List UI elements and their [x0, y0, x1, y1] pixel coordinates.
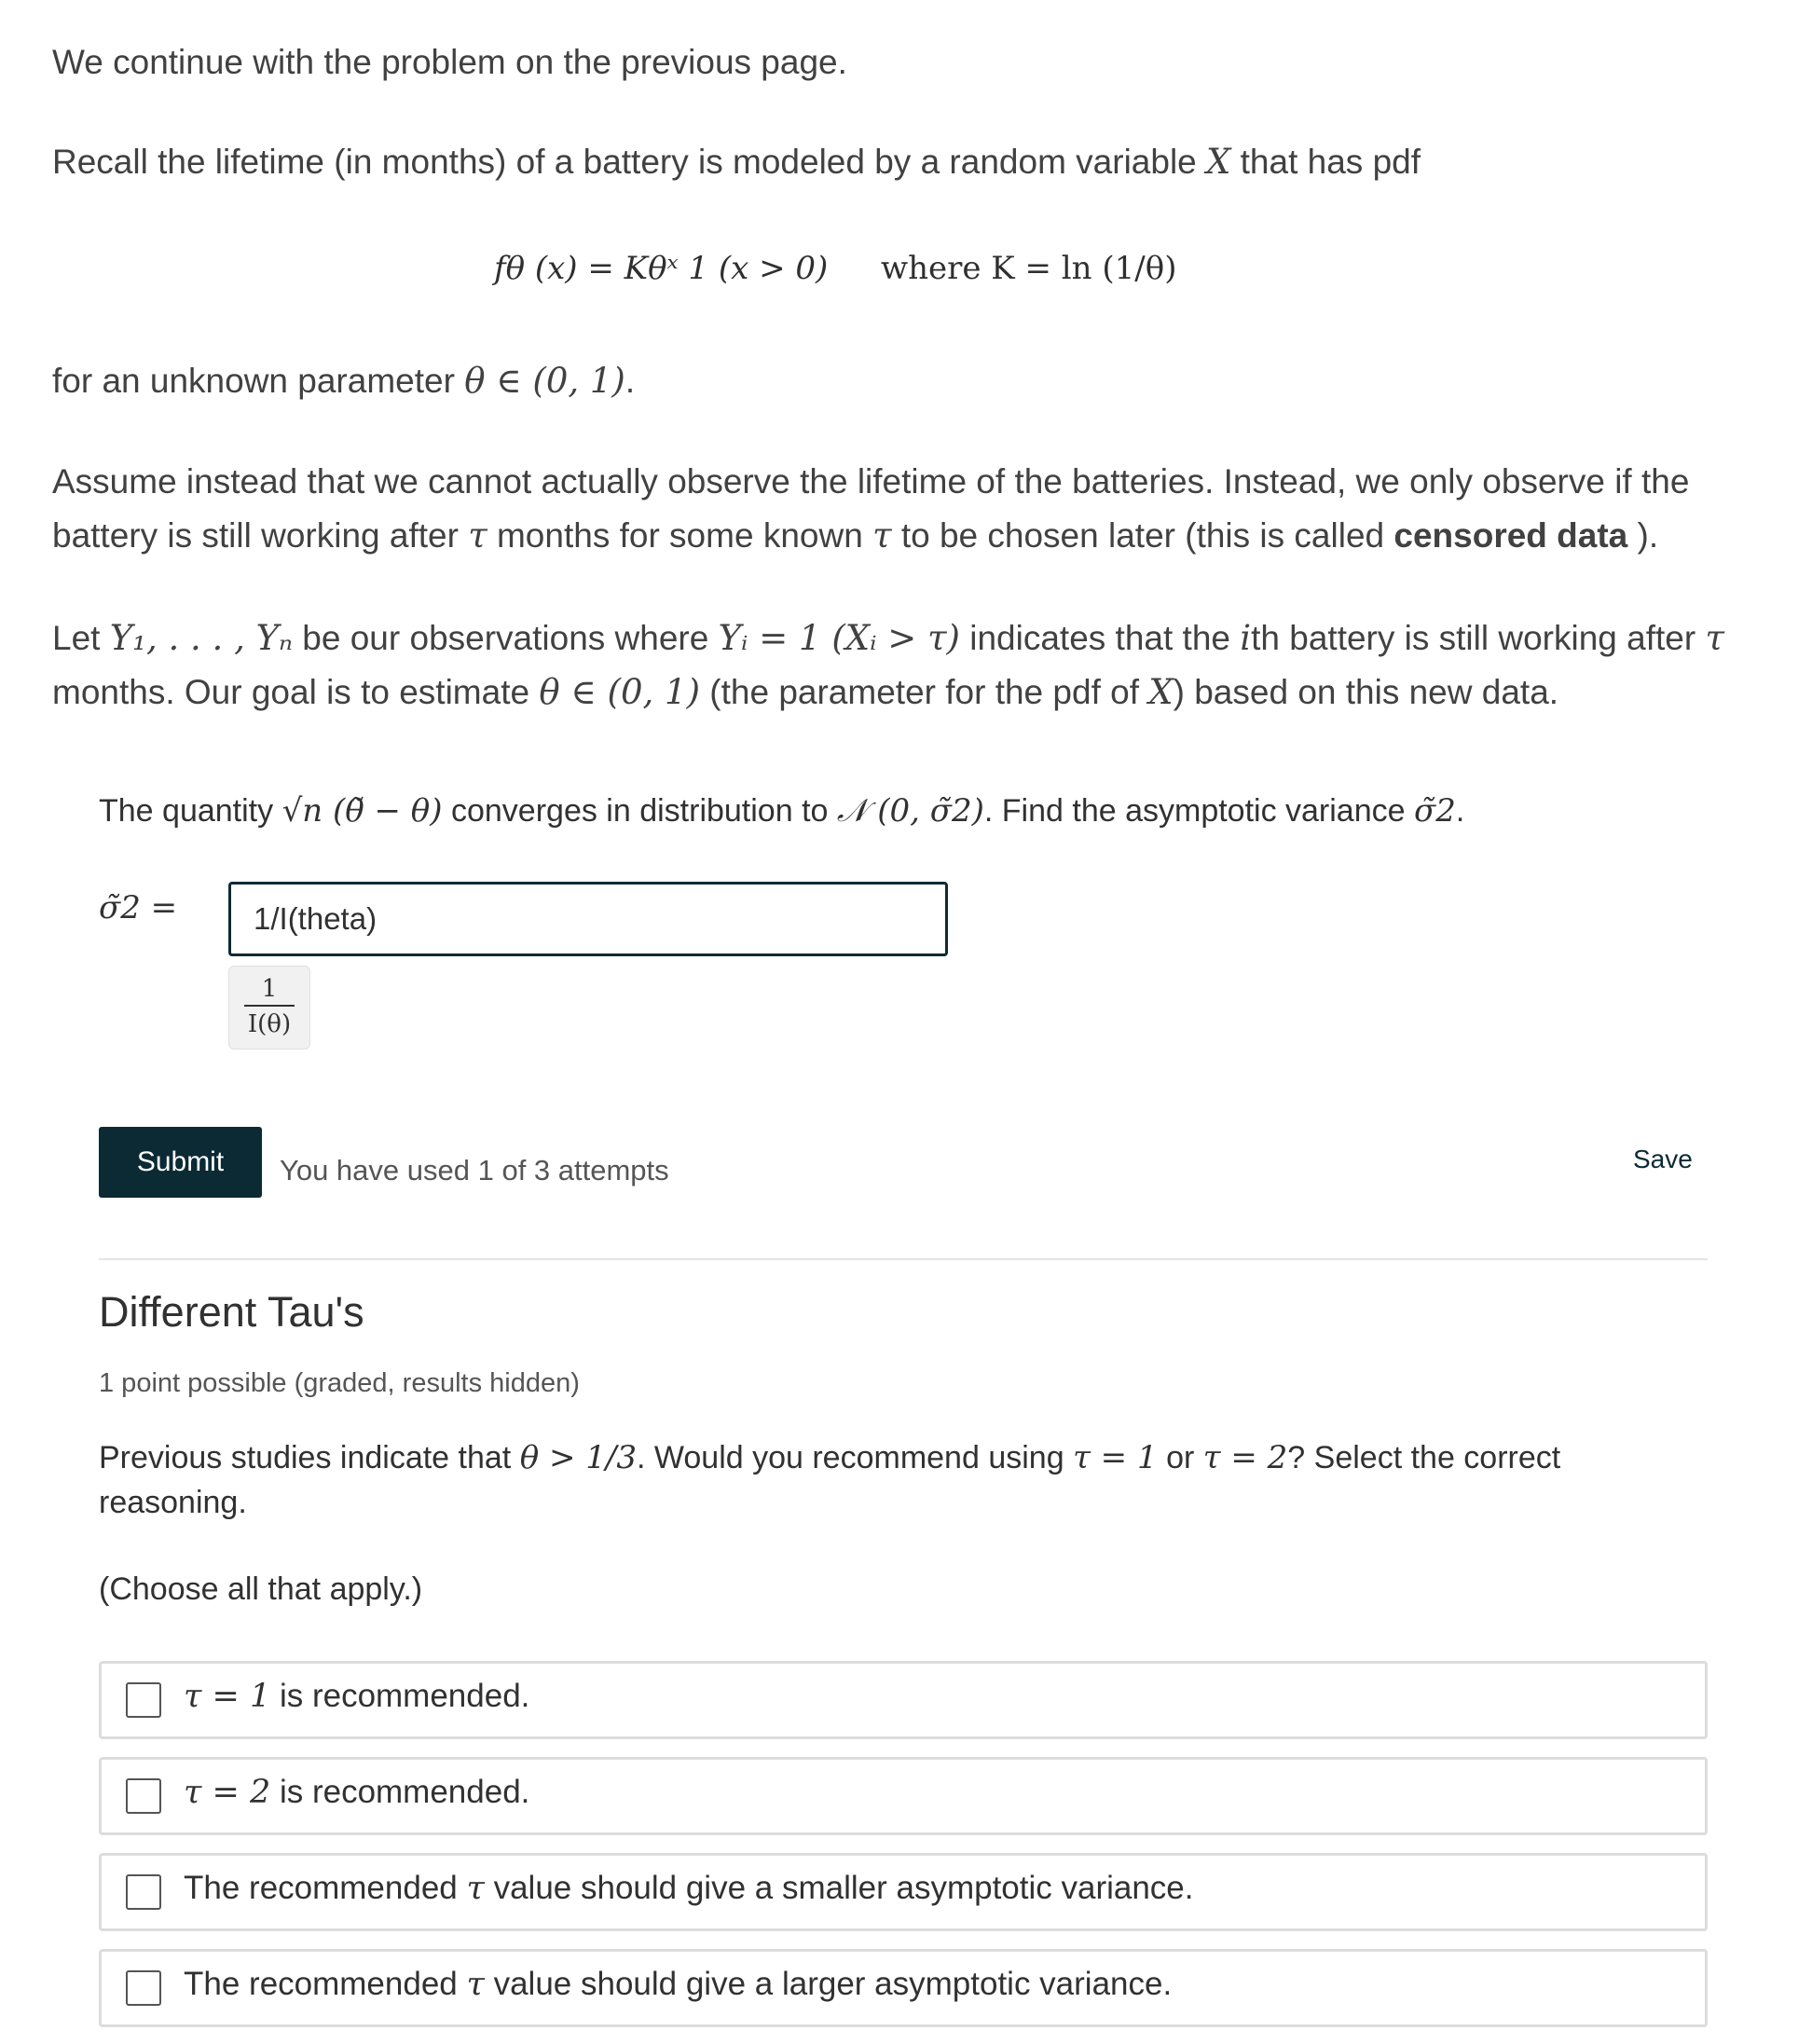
- math-i: i: [1240, 618, 1252, 658]
- choice-tau-1[interactable]: [99, 1661, 1708, 1739]
- recall-end: that has pdf: [1240, 143, 1421, 181]
- choice-smaller-variance[interactable]: [99, 1853, 1708, 1931]
- question-tau-choice: [99, 1435, 1708, 1525]
- choice-text: is recommended.: [270, 1774, 530, 1810]
- obs-mid2: indicates that the: [969, 619, 1230, 657]
- q2-or: or: [1166, 1440, 1195, 1475]
- choice-text: value should give a smaller asymptotic variance.: [484, 1870, 1194, 1906]
- checkbox[interactable]: [126, 1970, 161, 2006]
- math-sigma-sq: σ̃2: [1414, 792, 1456, 830]
- math-sqrt-n-expr: √n (θ̃ − θ): [281, 792, 443, 830]
- math-x: X: [1206, 142, 1231, 182]
- choice-pre: The recommended: [184, 1966, 467, 2002]
- answer-input[interactable]: [228, 882, 948, 956]
- points-text: 1 point possible (graded, results hidden): [99, 1368, 580, 1398]
- q1-end: .: [1455, 793, 1465, 829]
- censor-text-b: months for some known: [496, 516, 863, 555]
- pdf-lhs: fθ (x) = Kθˣ 1 (x > 0): [494, 250, 829, 287]
- math-tau: τ: [1705, 618, 1724, 658]
- checkbox[interactable]: [126, 1682, 161, 1718]
- q2-text-a: Previous studies indicate that: [99, 1440, 512, 1475]
- math-ys: Y₁, . . . , Yₙ: [109, 618, 294, 658]
- preview-numerator: 1: [261, 975, 278, 1003]
- choice-label: [184, 1870, 1194, 1907]
- pdf-formula: [0, 250, 1812, 306]
- pdf-rhs: where K = ln (1/θ): [881, 250, 1177, 287]
- instruction-text: (Choose all that apply.): [99, 1571, 423, 1607]
- answer-label: σ̃2 =: [99, 889, 178, 926]
- censored-data-term: censored data: [1393, 516, 1628, 555]
- math-tau-2: τ = 2: [184, 1774, 271, 1811]
- math-tau: τ: [872, 515, 892, 556]
- fraction-bar: [244, 1005, 295, 1007]
- censor-text-a: Assume instead that we cannot actually observe the lifetime of the batteries. Instead, we only observe if the battery is still working after: [52, 462, 1690, 555]
- choice-larger-variance[interactable]: [99, 1949, 1708, 2027]
- math-preview: [228, 966, 310, 1049]
- math-tau-1: τ = 1: [184, 1678, 271, 1715]
- q1-lead: The quantity: [99, 793, 274, 829]
- obs-end: ) based on this new data.: [1173, 673, 1559, 711]
- submit-button[interactable]: Submit: [99, 1127, 262, 1198]
- observations-paragraph: [52, 611, 1786, 720]
- censor-text-c: to be chosen later (this is called: [900, 516, 1385, 555]
- intro-line: We continue with the problem on the previous page.: [52, 43, 847, 81]
- choice-label: [184, 1966, 1172, 2003]
- math-normal-dist: 𝒩 (0, σ̃2): [836, 792, 984, 830]
- math-tau-2: τ = 2: [1202, 1439, 1288, 1476]
- obs-lead: Let: [52, 619, 101, 657]
- choice-label: [184, 1774, 529, 1811]
- math-theta-range: θ ∈ (0, 1): [464, 361, 625, 401]
- section-title: Different Tau's: [99, 1288, 364, 1336]
- preview-denominator: I(θ): [247, 1010, 292, 1038]
- choice-pre: The recommended: [184, 1870, 467, 1906]
- obs-mid5: (the parameter for the pdf of: [709, 673, 1139, 711]
- save-button[interactable]: Save: [1633, 1145, 1693, 1173]
- obs-mid4: months. Our goal is to estimate: [52, 673, 530, 711]
- checkbox[interactable]: [126, 1874, 161, 1910]
- math-theta-range: θ ∈ (0, 1): [539, 672, 701, 712]
- q2-text-c: ? Select the correct reasoning.: [99, 1440, 1561, 1520]
- math-tau: τ: [466, 1966, 485, 2003]
- param-text: for an unknown parameter: [52, 362, 455, 400]
- math-tau: τ: [466, 1870, 485, 1907]
- attempts-text: You have used 1 of 3 attempts: [280, 1154, 669, 1187]
- q1-mid2: . Find the asymptotic variance: [983, 793, 1406, 829]
- question-asymptotic-variance: [99, 792, 1464, 830]
- choice-tau-2[interactable]: [99, 1757, 1708, 1835]
- param-end: .: [625, 362, 636, 400]
- q1-mid: converges in distribution to: [450, 793, 829, 829]
- censor-paragraph: [52, 455, 1786, 563]
- checkbox[interactable]: [126, 1778, 161, 1814]
- param-paragraph: [52, 354, 1786, 408]
- choice-label: [184, 1678, 529, 1715]
- math-theta-gt: θ > 1/3: [519, 1439, 637, 1476]
- math-x: X: [1148, 672, 1174, 712]
- recall-text: Recall the lifetime (in months) of a battery is modeled by a random variable: [52, 143, 1197, 181]
- section-divider: [99, 1258, 1708, 1260]
- obs-mid3: th battery is still working after: [1251, 619, 1696, 657]
- choice-text: is recommended.: [270, 1678, 530, 1714]
- recall-paragraph: [52, 135, 1786, 189]
- choice-text: value should give a larger asymptotic variance.: [484, 1966, 1173, 2002]
- math-yi-def: Yᵢ = 1 (Xᵢ > τ): [718, 618, 960, 658]
- math-tau-1: τ = 1: [1073, 1439, 1158, 1476]
- censor-text-d: ).: [1637, 516, 1659, 555]
- obs-mid: be our observations where: [302, 619, 709, 657]
- q2-text-b: . Would you recommend using: [637, 1440, 1064, 1475]
- math-tau: τ: [468, 515, 487, 556]
